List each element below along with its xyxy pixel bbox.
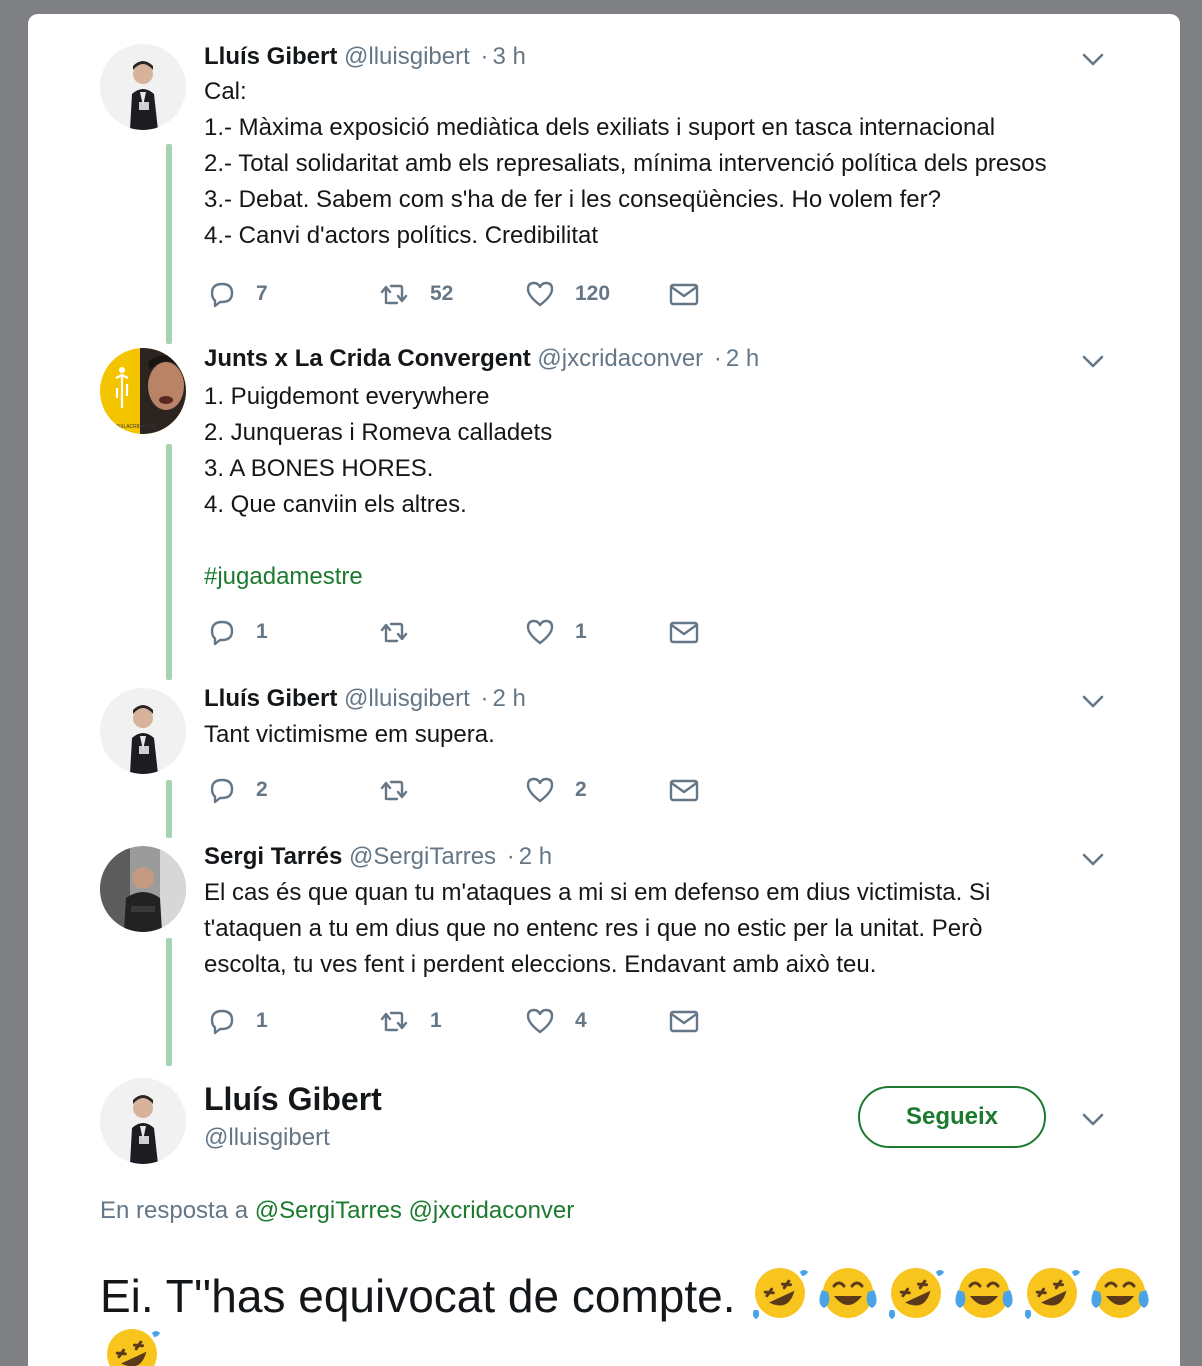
tweet-text: [204, 74, 1134, 254]
retweet-count: 52: [430, 282, 454, 305]
thread-connector: [166, 444, 172, 680]
text-line: 3.- Debat. Sabem com s'ha de fer i les conseqüències. Ho volem fer?: [204, 186, 941, 213]
tweet-header: [204, 684, 526, 714]
retweet-button[interactable]: [378, 773, 432, 807]
text-line: 2. Junqueras i Romeva calladets: [204, 419, 553, 446]
tweet-header: [204, 344, 759, 374]
reply-count: 7: [256, 282, 268, 305]
rolling-on-floor-laughing-emoji: [884, 1264, 948, 1322]
text-line: El cas és que quan tu m'ataques a mi si em defenso em dius victimista. Si: [204, 879, 991, 906]
timestamp[interactable]: 2 h: [725, 345, 760, 372]
reply-count: 1: [256, 1009, 268, 1032]
tweet-actions: [204, 773, 764, 807]
heart-icon: [524, 774, 556, 806]
heart-icon: [524, 616, 556, 648]
like-button[interactable]: [524, 773, 587, 807]
rolling-on-floor-laughing-emoji: [1020, 1264, 1084, 1322]
envelope-icon: [668, 1005, 700, 1037]
like-button[interactable]: [524, 1004, 587, 1038]
rolling-on-floor-laughing-emoji: [748, 1264, 812, 1322]
separator-dot: ·: [480, 685, 489, 712]
avatar[interactable]: [100, 846, 186, 932]
chevron-down-icon[interactable]: [1080, 348, 1106, 374]
reply-count: 1: [256, 620, 268, 643]
heart-icon: [524, 278, 556, 310]
text-line: Cal:: [204, 78, 247, 105]
retweet-icon: [378, 278, 410, 310]
chevron-down-icon[interactable]: [1080, 1106, 1106, 1132]
reply-button[interactable]: [206, 277, 268, 311]
like-count: 120: [575, 282, 611, 305]
text-line: t'ataquen a tu em dius que no entenc res i que no estic per la unitat. Però: [204, 915, 983, 942]
author-handle[interactable]: @jxcridaconver: [537, 345, 704, 372]
tweet-header: [204, 42, 526, 72]
tweet-card: [28, 14, 1180, 1366]
heart-icon: [524, 1005, 556, 1037]
retweet-icon: [378, 774, 410, 806]
main-tweet-text: [100, 1264, 1160, 1366]
author-handle[interactable]: @lluisgibert: [344, 685, 470, 712]
text-line: 4. Que canviin els altres.: [204, 491, 467, 518]
reply-icon: [206, 278, 238, 310]
author-name[interactable]: Lluís Gibert: [204, 43, 338, 70]
reply-icon: [206, 616, 238, 648]
thread-connector: [166, 144, 172, 344]
main-author-handle[interactable]: @lluisgibert: [204, 1124, 330, 1151]
chevron-down-icon[interactable]: [1080, 46, 1106, 72]
reply-prefix: En resposta a: [100, 1197, 249, 1224]
retweet-count: 1: [430, 1009, 442, 1032]
like-count: 1: [575, 620, 587, 643]
separator-dot: ·: [480, 43, 489, 70]
timestamp[interactable]: 3 h: [492, 43, 526, 70]
separator-dot: ·: [506, 843, 515, 870]
envelope-icon: [668, 278, 700, 310]
hashtag-link[interactable]: #jugadamestre: [204, 563, 363, 590]
main-text: Ei. T''has equivocat de compte.: [100, 1270, 736, 1322]
timestamp[interactable]: 2 h: [518, 843, 553, 870]
tweet-text: [204, 717, 1134, 753]
reply-icon: [206, 774, 238, 806]
retweet-button[interactable]: [378, 615, 432, 649]
author-name[interactable]: Junts x La Crida Convergent: [204, 345, 531, 372]
author-name[interactable]: Sergi Tarrés: [204, 843, 343, 870]
like-count: 4: [575, 1009, 587, 1032]
main-author-name[interactable]: Lluís Gibert: [204, 1081, 382, 1117]
like-button[interactable]: [524, 615, 587, 649]
envelope-icon: [668, 616, 700, 648]
tears-of-joy-emoji: [952, 1264, 1016, 1322]
text-line: escolta, tu ves fent i perdent eleccions. Endavant amb això teu.: [204, 951, 877, 978]
follow-button[interactable]: Segueix: [858, 1086, 1046, 1148]
reply-icon: [206, 1005, 238, 1037]
mention-link[interactable]: @jxcridaconver: [408, 1197, 575, 1224]
like-button[interactable]: [524, 277, 610, 311]
retweet-button[interactable]: [378, 1004, 442, 1038]
tweet-actions: [204, 615, 764, 649]
separator-dot: ·: [713, 345, 722, 372]
dm-button[interactable]: [668, 773, 700, 807]
tweet-actions: [204, 277, 764, 311]
chevron-down-icon[interactable]: [1080, 688, 1106, 714]
tweet-actions: [204, 1004, 764, 1038]
author-name[interactable]: Lluís Gibert: [204, 685, 338, 712]
reply-button[interactable]: [206, 1004, 268, 1038]
text-line: 3. A BONES HORES.: [204, 455, 434, 482]
avatar[interactable]: [100, 1078, 186, 1164]
mention-link[interactable]: @SergiTarres: [254, 1197, 402, 1224]
retweet-icon: [378, 616, 410, 648]
tears-of-joy-emoji: [1088, 1264, 1152, 1322]
reply-button[interactable]: [206, 615, 268, 649]
tears-of-joy-emoji: [816, 1264, 880, 1322]
text-line: 1. Puigdemont everywhere: [204, 383, 490, 410]
rolling-on-floor-laughing-emoji: [100, 1325, 164, 1366]
avatar-caption: JUNTSXLACRIDA.CAT: [104, 424, 157, 430]
dm-button[interactable]: [668, 277, 700, 311]
retweet-icon: [378, 1005, 410, 1037]
author-handle[interactable]: @SergiTarres: [348, 843, 497, 870]
text-line: 4.- Canvi d'actors polítics. Credibilitat: [204, 222, 599, 249]
reply-context: [100, 1196, 574, 1226]
text-line: 2.- Total solidaritat amb els represaliats, mínima intervenció política dels presos: [204, 150, 1047, 177]
text-line: 1.- Màxima exposició mediàtica dels exiliats i suport en tasca internacional: [204, 114, 996, 141]
thread-connector: [166, 780, 172, 838]
blank-line: [204, 523, 1134, 559]
timestamp[interactable]: 2 h: [492, 685, 526, 712]
envelope-icon: [668, 774, 700, 806]
tweet-text: [204, 875, 1134, 983]
dm-button[interactable]: [668, 615, 700, 649]
avatar[interactable]: [100, 348, 186, 434]
avatar[interactable]: [100, 44, 186, 130]
retweet-button[interactable]: [378, 277, 453, 311]
avatar[interactable]: [100, 688, 186, 774]
like-count: 2: [575, 778, 587, 801]
tweet-text: [204, 379, 1134, 595]
author-handle[interactable]: @lluisgibert: [344, 43, 470, 70]
tweet-header: [204, 842, 552, 872]
text-line: Tant victimisme em supera.: [204, 721, 495, 748]
thread-connector: [166, 938, 172, 1066]
chevron-down-icon[interactable]: [1080, 846, 1106, 872]
reply-count: 2: [256, 778, 268, 801]
reply-button[interactable]: [206, 773, 268, 807]
dm-button[interactable]: [668, 1004, 700, 1038]
